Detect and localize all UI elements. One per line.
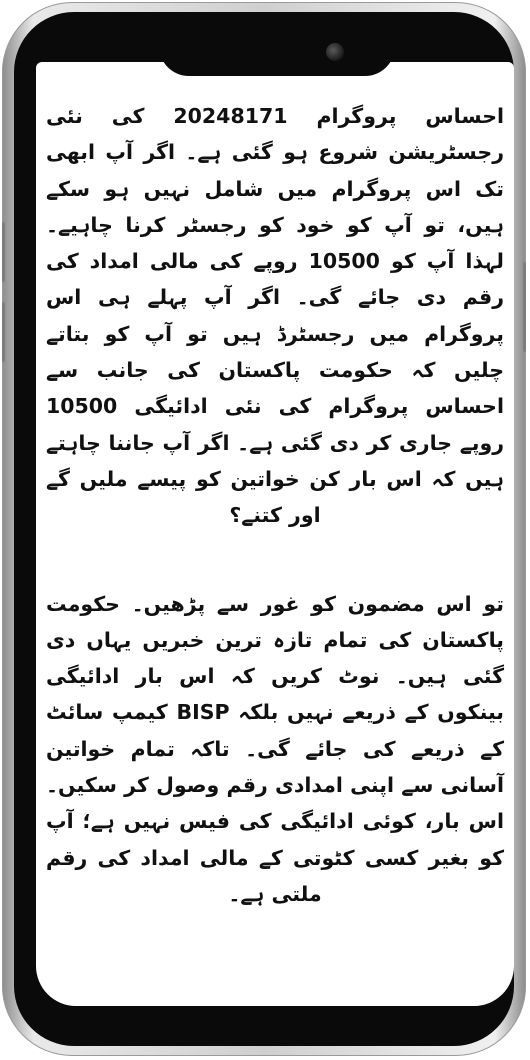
phone-bezel xyxy=(14,12,514,1046)
article-paragraph-1: احساس پروگرام 20248171 کی نئی رجسٹریشن شروع ہو گئی ہے۔ اگر آپ ابھی تک اس پروگرام میں شامل نہیں ہو سکے ہیں، تو آپ کو خود کو رجسٹر کرنا چاہیے۔ لہذا آپ کو 10500 روپے کی مالی امداد کی رقم دی جائے گی۔ اگر آپ پہلے ہی اس پروگرام میں رجسٹرڈ ہیں تو آپ کو بتاتے چلیں کہ حکومت پاکستان کی جانب سے احساس پروگرام کی نئی ادائیگی 10500 روپے جاری کر دی گئی ہے۔ اگر آپ جاننا چاہتے ہیں کہ اس بار کن خواتین کو پیسے ملیں گے اور کتنے؟ xyxy=(46,104,504,528)
article-paragraph-2: تو اس مضمون کو غور سے پڑھیں۔ حکومت پاکستان کی تمام تازہ ترین خبریں یہاں دی گئی ہیں۔ نوٹ کریں کہ اس بار ادائیگی بینکوں کے ذریعے نہیں بلکہ BISP کیمپ سائٹ کے ذریعے کی جائے گی۔ تاکہ تمام خواتین آسانی سے اپنی امدادی رقم وصول کر سکیں۔ اس بار، کوئی ادائیگی کی فیس نہیں ہے؛ آپ کو بغیر کسی کٹوتی کے مالی امداد کی رقم ملتی ہے۔ xyxy=(46,591,505,906)
phone-screen xyxy=(36,62,514,1006)
volume-up-button xyxy=(2,222,5,282)
volume-down-button xyxy=(2,302,5,362)
article-body xyxy=(46,98,504,912)
power-button xyxy=(523,262,526,352)
phone-notch xyxy=(159,22,395,76)
front-camera-icon xyxy=(326,43,344,61)
phone-frame xyxy=(2,2,526,1056)
